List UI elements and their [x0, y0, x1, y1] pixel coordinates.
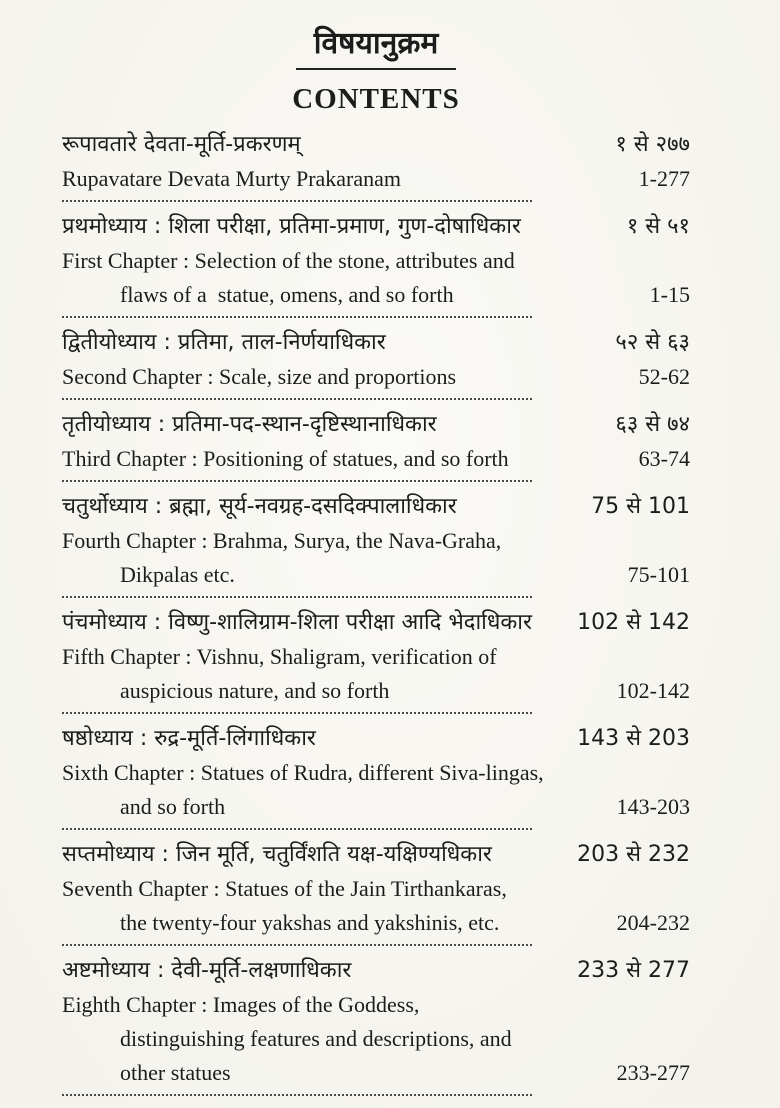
toc-line-text: distinguishing features and descriptions, and — [120, 1025, 512, 1051]
dotted-separator — [62, 478, 532, 482]
toc-line — [62, 674, 690, 708]
toc-line-text: Eighth Chapter : Images of the Goddess, — [62, 991, 420, 1017]
toc-line-text: प्रथमोध्याय : शिला परीक्षा, प्रतिमा-प्रमाण, गुण-दोषाधिकार — [62, 213, 521, 239]
toc-line-pages: 102 से 142 — [577, 609, 690, 635]
toc-line-pages: 203 से 232 — [577, 841, 690, 867]
toc-line-text: तृतीयोध्याय : प्रतिमा-पद-स्थान-दृष्टिस्थानाधिकार — [62, 411, 437, 437]
toc-line-text: First Chapter : Selection of the stone, attributes and — [62, 247, 515, 273]
toc-line-pages: 143 से 203 — [577, 725, 690, 751]
toc-line — [62, 872, 690, 906]
dotted-separator — [62, 314, 532, 318]
toc-line — [62, 838, 690, 872]
toc-line-text: सप्तमोध्याय : जिन मूर्ति, चतुर्विंशति यक्ष-यक्षिण्यधिकार — [62, 841, 492, 867]
toc-entry — [62, 326, 690, 400]
dotted-separator — [62, 826, 532, 830]
toc-line-pages: 204-232 — [616, 909, 690, 935]
toc-line-text: auspicious nature, and so forth — [120, 677, 390, 703]
toc-entry — [62, 490, 690, 598]
toc-entry — [62, 210, 690, 318]
toc-line-text: Seventh Chapter : Statues of the Jain Tirthankaras, — [62, 875, 507, 901]
dotted-separator — [62, 1092, 532, 1096]
page-title-devanagari: विषयानुक्रम — [313, 26, 439, 61]
toc-entry — [62, 408, 690, 482]
toc-line — [62, 640, 690, 674]
toc-line-text: चतुर्थोध्याय : ब्रह्मा, सूर्य-नवग्रह-दसदिक्पालाधिकार — [62, 493, 457, 519]
toc-line — [62, 408, 690, 442]
toc-line — [62, 442, 690, 476]
toc-line — [62, 490, 690, 524]
toc-entry — [62, 954, 690, 1096]
toc-line-pages: ६३ से ७४ — [615, 411, 690, 437]
toc-line-text: and so forth — [120, 793, 226, 819]
toc-line-pages: 1-277 — [638, 165, 690, 191]
toc-line-text: Sixth Chapter : Statues of Rudra, different Siva-lingas, — [62, 759, 544, 785]
dotted-separator — [62, 710, 532, 714]
toc-line-pages: 233 से 277 — [577, 957, 690, 983]
toc-line-pages: 75-101 — [627, 561, 690, 587]
toc-line-pages: 233-277 — [616, 1059, 690, 1085]
toc-line — [62, 1056, 690, 1090]
toc-line-text: Rupavatare Devata Murty Prakaranam — [62, 165, 402, 191]
table-of-contents — [62, 128, 690, 1096]
toc-line-text: द्वितीयोध्याय : प्रतिमा, ताल-निर्णयाधिकार — [62, 329, 386, 355]
toc-line — [62, 722, 690, 756]
title-underline-rule — [296, 68, 456, 70]
toc-line-pages: 143-203 — [616, 793, 690, 819]
toc-line — [62, 954, 690, 988]
toc-line-text: Dikpalas etc. — [120, 561, 235, 587]
dotted-separator — [62, 942, 532, 946]
toc-entry — [62, 128, 690, 202]
toc-line-text: षष्ठोध्याय : रुद्र-मूर्ति-लिंगाधिकार — [62, 725, 316, 751]
dotted-separator — [62, 198, 532, 202]
toc-line-text: other statues — [120, 1059, 231, 1085]
toc-entry — [62, 722, 690, 830]
toc-line — [62, 162, 690, 196]
toc-line-text: Third Chapter : Positioning of statues, and so forth — [62, 445, 509, 471]
toc-line — [62, 524, 690, 558]
toc-line — [62, 1022, 690, 1056]
toc-line-pages: १ से ५१ — [626, 213, 690, 239]
toc-entry — [62, 838, 690, 946]
toc-entry — [62, 606, 690, 714]
toc-line — [62, 326, 690, 360]
toc-line — [62, 906, 690, 940]
toc-line — [62, 558, 690, 592]
toc-line — [62, 210, 690, 244]
toc-line-text: Fourth Chapter : Brahma, Surya, the Nava-Graha, — [62, 527, 502, 553]
toc-line-pages: 102-142 — [616, 677, 690, 703]
toc-line-pages: ५२ से ६३ — [615, 329, 690, 355]
toc-line-text: अष्टमोध्याय : देवी-मूर्ति-लक्षणाधिकार — [62, 957, 352, 983]
toc-line-pages: 52-62 — [638, 363, 690, 389]
toc-line-pages: 63-74 — [638, 445, 690, 471]
toc-line — [62, 988, 690, 1022]
toc-line — [62, 244, 690, 278]
toc-line-pages: 1-15 — [649, 281, 690, 307]
toc-line-text: Fifth Chapter : Vishnu, Shaligram, verification of — [62, 643, 497, 669]
dotted-separator — [62, 396, 532, 400]
toc-line — [62, 756, 690, 790]
toc-line-text: Second Chapter : Scale, size and proportions — [62, 363, 457, 389]
toc-line-text: the twenty-four yakshas and yakshinis, etc. — [120, 909, 500, 935]
dotted-separator — [62, 594, 532, 598]
toc-line — [62, 278, 690, 312]
toc-line — [62, 606, 690, 640]
toc-line-pages: 75 से 101 — [591, 493, 690, 519]
page-title-contents: CONTENTS — [292, 83, 460, 115]
toc-line — [62, 790, 690, 824]
toc-line-text: रूपावतारे देवता-मूर्ति-प्रकरणम् — [62, 131, 301, 157]
toc-line-pages: १ से २७७ — [615, 131, 690, 157]
toc-line — [62, 360, 690, 394]
toc-line-text: पंचमोध्याय : विष्णु-शालिग्राम-शिला परीक्षा आदि भेदाधिकार — [62, 609, 532, 635]
toc-line-text: flaws of a statue, omens, and so forth — [120, 281, 454, 307]
toc-line — [62, 128, 690, 162]
